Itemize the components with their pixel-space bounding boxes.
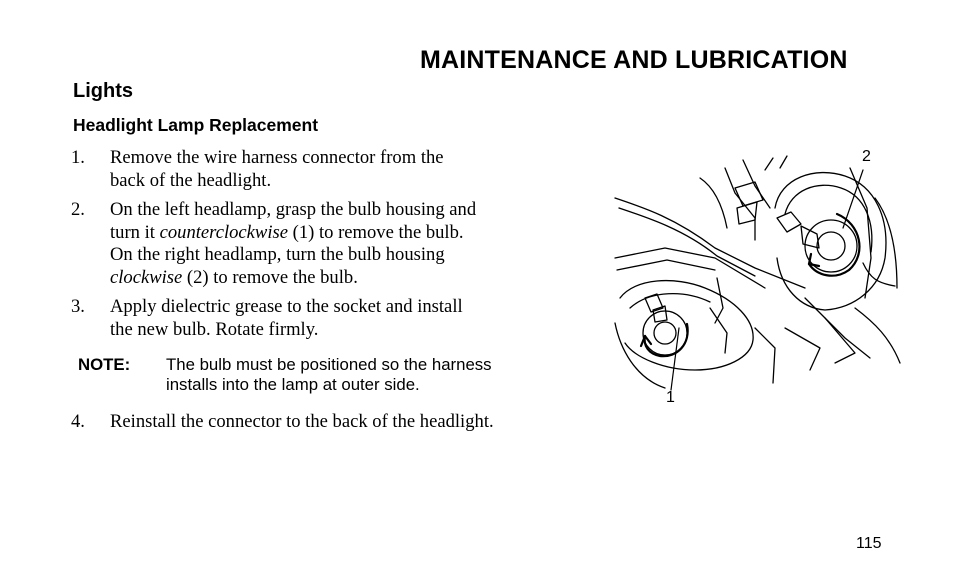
note-text-line: installs into the lamp at outer side. — [166, 374, 420, 394]
step-number: 2. — [71, 199, 85, 220]
step-text-line: Remove the wire harness connector from the — [110, 147, 444, 168]
step-number: 3. — [71, 296, 85, 317]
step-number: 4. — [71, 411, 85, 432]
emphasis-clockwise: clockwise — [110, 266, 183, 288]
emphasis-counterclockwise: counterclockwise — [159, 221, 288, 243]
note-text-line: The bulb must be positioned so the harness — [166, 355, 492, 374]
step-text: (2) to remove the bulb. — [182, 266, 358, 288]
step-text: (1) to remove the bulb. — [287, 221, 464, 243]
step-text-line — [110, 222, 476, 245]
callout-1: 1 — [666, 389, 675, 406]
callout-2: 2 — [862, 148, 871, 165]
step-text-line: the new bulb. Rotate firmly. — [110, 318, 319, 340]
page-subheading: Headlight Lamp Replacement — [73, 115, 319, 135]
section-title: MAINTENANCE AND LUBRICATION — [420, 46, 848, 74]
step-text-line: On the right headlamp, turn the bulb housing — [110, 244, 445, 266]
page-heading: Lights — [73, 80, 133, 102]
headlight-illustration — [605, 148, 905, 410]
step-text-line: back of the headlight. — [110, 169, 272, 191]
step-text: turn it — [110, 221, 160, 243]
page-number: 115 — [856, 535, 882, 552]
headlight-line-drawing — [605, 148, 905, 410]
step-text-line: Reinstall the connector to the back of the headlight. — [110, 411, 494, 432]
step-number: 1. — [71, 147, 85, 168]
step-text-line — [110, 267, 476, 290]
step-text-line: On the left headlamp, grasp the bulb housing and — [110, 199, 477, 220]
note-label: NOTE: — [78, 355, 131, 374]
step-text-line: Apply dielectric grease to the socket and install — [110, 296, 463, 317]
